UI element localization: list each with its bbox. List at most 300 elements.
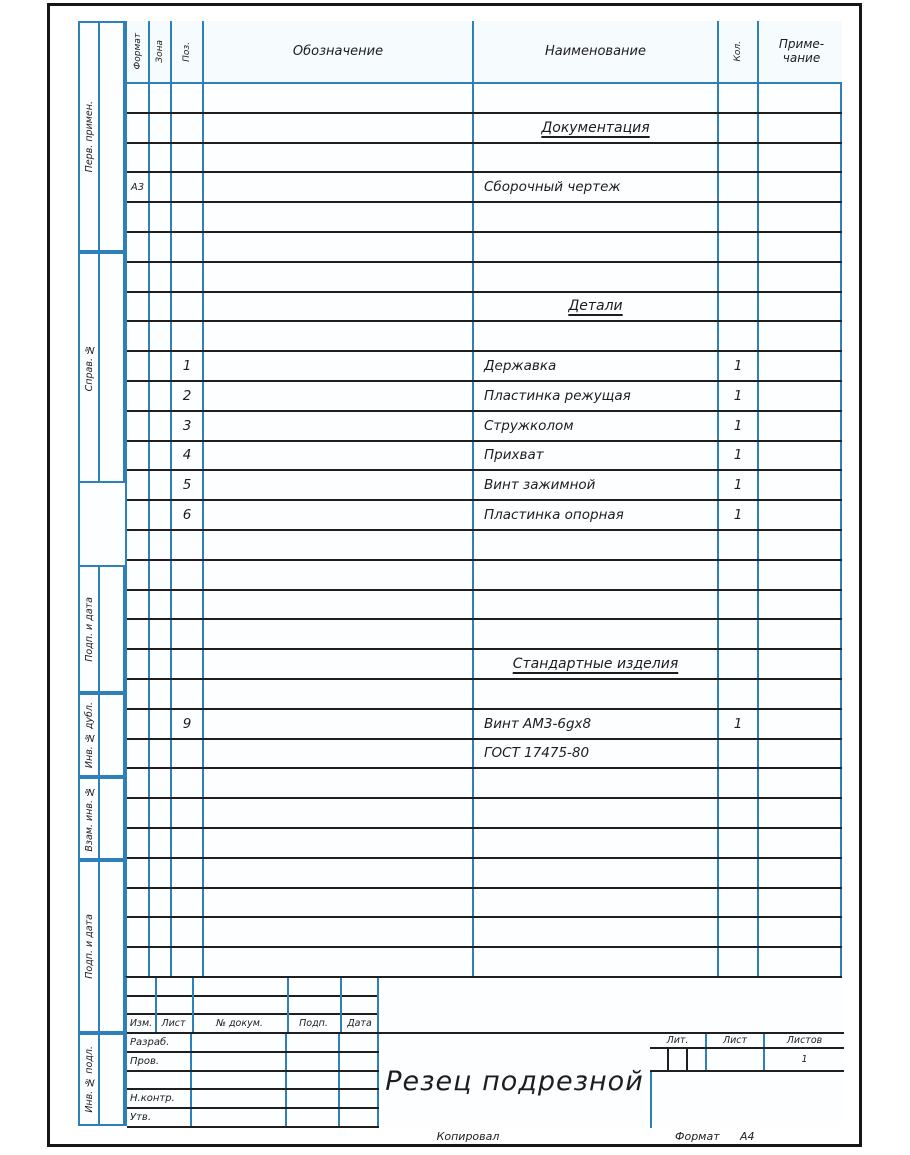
cell-zone [150, 531, 172, 559]
sidebar-label-cell [80, 695, 100, 775]
cell-name [474, 859, 719, 887]
sidebar-label: Инв. № подл. [83, 1046, 95, 1113]
sidebar-box-vzam-inv [78, 777, 125, 860]
lit-cell-1 [650, 1049, 669, 1070]
spec-row [127, 889, 842, 919]
cell-format [127, 322, 150, 350]
cell-designation [204, 889, 474, 917]
cell-name [474, 948, 719, 976]
cell-pos [172, 859, 204, 887]
cell-pos [172, 114, 204, 142]
cell-note [759, 531, 844, 559]
cell-designation [204, 918, 474, 946]
spec-row [127, 918, 842, 948]
cell-pos [172, 918, 204, 946]
cell-zone [150, 948, 172, 976]
cell-designation [204, 203, 474, 231]
spec-table-rows [125, 84, 842, 976]
cell-zone [150, 650, 172, 678]
change-col-izm: Изм. [129, 1018, 153, 1029]
cell-name [474, 293, 719, 321]
cell-pos [172, 293, 204, 321]
section-title: Детали [568, 298, 623, 315]
cell-name [474, 740, 719, 768]
spec-row [127, 203, 842, 233]
cell-format [127, 889, 150, 917]
cell-name [474, 442, 719, 470]
spec-row [127, 442, 842, 472]
cell-pos [172, 948, 204, 976]
cell-name [474, 620, 719, 648]
section-title: Стандартные изделия [512, 656, 679, 673]
cell-zone [150, 233, 172, 261]
cell-pos [172, 799, 204, 827]
cell-zone [150, 769, 172, 797]
spec-row [127, 591, 842, 621]
cell-qty [719, 203, 759, 231]
cell-zone [150, 203, 172, 231]
cell-qty: 1 [719, 442, 759, 470]
item-name: Пластинка режущая [484, 387, 631, 404]
cell-qty [719, 173, 759, 201]
change-col-data: Дата [347, 1018, 372, 1029]
cell-note [759, 948, 844, 976]
cell-note [759, 859, 844, 887]
cell-qty [719, 293, 759, 321]
cell-note [759, 442, 844, 470]
cell-note [759, 233, 844, 261]
cell-format [127, 412, 150, 440]
cell-note [759, 263, 844, 291]
cell-format [127, 203, 150, 231]
sidebar-label-cell [80, 254, 100, 481]
role-sign [287, 1072, 340, 1089]
cell-pos [172, 233, 204, 261]
cell-zone [150, 799, 172, 827]
spec-row [127, 829, 842, 859]
role-docnum [192, 1090, 287, 1107]
cell-designation [204, 710, 474, 738]
cell-format [127, 710, 150, 738]
cell-note [759, 352, 844, 380]
spec-row [127, 263, 842, 293]
cell-format [127, 740, 150, 768]
cell-designation [204, 263, 474, 291]
cell-zone [150, 173, 172, 201]
cell-zone [150, 561, 172, 589]
cell-designation [204, 412, 474, 440]
cell-qty: 1 [719, 412, 759, 440]
cell-pos [172, 561, 204, 589]
sidebar-label: Справ. № [83, 343, 95, 392]
cell-note [759, 829, 844, 857]
cell-qty: 1 [719, 471, 759, 499]
header-note-line2: чание [782, 50, 821, 65]
cell-name [474, 382, 719, 410]
cell-name [474, 322, 719, 350]
cell-zone [150, 740, 172, 768]
cell-name [474, 233, 719, 261]
cell-qty [719, 591, 759, 619]
cell-qty [719, 650, 759, 678]
spec-row [127, 144, 842, 174]
cell-note [759, 561, 844, 589]
cell-pos [172, 173, 204, 201]
spec-row [127, 114, 842, 144]
header-note-label [779, 38, 824, 66]
spec-table-header [125, 21, 842, 84]
cell-zone [150, 293, 172, 321]
role-label: Утв. [127, 1109, 192, 1126]
cell-designation [204, 84, 474, 112]
cell-format [127, 620, 150, 648]
sheets-label: Листов [786, 1035, 823, 1046]
title-block [125, 976, 842, 1126]
cell-format [127, 144, 150, 172]
cell-format [127, 471, 150, 499]
cell-zone [150, 352, 172, 380]
header-designation-label: Обозначение [292, 44, 384, 59]
cell-pos: 3 [172, 412, 204, 440]
cell-format [127, 293, 150, 321]
cell-qty [719, 144, 759, 172]
cell-note [759, 84, 844, 112]
item-name: Пластинка опорная [484, 507, 624, 524]
cell-format [127, 948, 150, 976]
designation-cell [379, 978, 844, 1034]
role-label [127, 1072, 192, 1089]
cell-qty [719, 740, 759, 768]
cell-name [474, 710, 719, 738]
cell-name [474, 531, 719, 559]
item-name: Винт АМ3-6gх8 [484, 715, 592, 732]
role-label: Н.контр. [127, 1090, 192, 1107]
cell-pos [172, 531, 204, 559]
spec-row [127, 501, 842, 531]
cell-format [127, 799, 150, 827]
cell-zone [150, 322, 172, 350]
cell-zone [150, 442, 172, 470]
lit-cell-2 [669, 1049, 688, 1070]
cell-qty: 1 [719, 710, 759, 738]
cell-note [759, 710, 844, 738]
cell-format [127, 561, 150, 589]
cell-designation [204, 680, 474, 708]
cell-designation [204, 501, 474, 529]
lit-cell-3 [688, 1049, 707, 1070]
cell-name [474, 471, 719, 499]
spec-row [127, 650, 842, 680]
role-sign [287, 1109, 340, 1126]
cell-name [474, 918, 719, 946]
spec-row [127, 620, 842, 650]
sheet-label: Лист [707, 1034, 765, 1047]
spec-row [127, 531, 842, 561]
cell-note [759, 740, 844, 768]
document-title: Резец подрезной [385, 1065, 644, 1097]
cell-name [474, 412, 719, 440]
cell-designation [204, 591, 474, 619]
header-zone-label: Зона [155, 40, 165, 63]
cell-zone [150, 829, 172, 857]
sidebar-box-inv-podl [78, 1033, 125, 1126]
cell-zone [150, 680, 172, 708]
cell-note [759, 322, 844, 350]
item-name: Стружколом [484, 417, 574, 434]
cell-zone [150, 144, 172, 172]
cell-format [127, 829, 150, 857]
spec-row [127, 471, 842, 501]
header-format [127, 21, 150, 82]
cell-note [759, 382, 844, 410]
cell-format [127, 352, 150, 380]
cell-designation [204, 769, 474, 797]
role-rows [127, 1034, 379, 1128]
sidebar-label: Подп. и дата [83, 914, 95, 979]
role-docnum [192, 1034, 287, 1051]
spec-row [127, 322, 842, 352]
spec-row [127, 948, 842, 976]
item-name: Державка [484, 358, 557, 375]
cell-note [759, 501, 844, 529]
cell-qty [719, 680, 759, 708]
cell-note [759, 471, 844, 499]
header-note [759, 21, 844, 82]
cell-zone [150, 918, 172, 946]
sidebar-label: Взам. инв. № [83, 785, 95, 852]
cell-format [127, 591, 150, 619]
role-row [127, 1072, 379, 1091]
cell-designation [204, 144, 474, 172]
header-pos-label: Поз. [182, 41, 192, 62]
cell-designation [204, 114, 474, 142]
role-date [340, 1090, 379, 1107]
cell-qty [719, 829, 759, 857]
cell-zone [150, 889, 172, 917]
cell-designation [204, 442, 474, 470]
item-name: ГОСТ 17475-80 [484, 745, 590, 762]
role-date [340, 1053, 379, 1070]
cell-note [759, 918, 844, 946]
cell-pos: 9 [172, 710, 204, 738]
document-title-cell [379, 1034, 650, 1128]
cell-pos: 5 [172, 471, 204, 499]
sidebar-box-sprav-no [78, 252, 125, 483]
cell-format [127, 650, 150, 678]
cell-note [759, 591, 844, 619]
cell-note [759, 293, 844, 321]
cell-pos [172, 650, 204, 678]
cell-qty [719, 561, 759, 589]
sidebar-box-podp-data-1 [78, 565, 125, 693]
cell-name [474, 263, 719, 291]
sheets-value: 1 [801, 1054, 808, 1065]
header-zone [150, 21, 172, 82]
cell-qty [719, 918, 759, 946]
role-label: Пров. [127, 1053, 192, 1070]
sidebar-label-cell [80, 1035, 100, 1124]
format-label: Формат [675, 1130, 720, 1143]
role-docnum [192, 1109, 287, 1126]
cell-note [759, 620, 844, 648]
sidebar-label-cell [80, 567, 100, 691]
cell-qty [719, 531, 759, 559]
cell-format [127, 263, 150, 291]
cell-name [474, 114, 719, 142]
spec-row [127, 710, 842, 740]
role-docnum [192, 1072, 287, 1089]
spec-row [127, 84, 842, 114]
cell-pos: 4 [172, 442, 204, 470]
format-value: А4 [740, 1130, 755, 1143]
sidebar-label-cell [80, 862, 100, 1031]
cell-note [759, 650, 844, 678]
cell-zone [150, 859, 172, 887]
cell-designation [204, 531, 474, 559]
role-label: Разраб. [127, 1034, 192, 1051]
spec-row [127, 233, 842, 263]
sidebar-box-perv-primen [78, 21, 125, 252]
cell-name [474, 680, 719, 708]
cell-pos [172, 203, 204, 231]
cell-note [759, 799, 844, 827]
cell-format: А3 [127, 173, 150, 201]
cell-pos [172, 829, 204, 857]
cell-designation [204, 561, 474, 589]
cell-format [127, 531, 150, 559]
role-date [340, 1109, 379, 1126]
cell-name [474, 561, 719, 589]
sidebar-label-cell [80, 779, 100, 858]
spec-row [127, 561, 842, 591]
cell-qty: 1 [719, 352, 759, 380]
change-header-row [127, 1015, 379, 1034]
spec-row [127, 740, 842, 770]
cell-name [474, 769, 719, 797]
cell-pos [172, 591, 204, 619]
cell-zone [150, 114, 172, 142]
cell-note [759, 144, 844, 172]
cell-pos [172, 620, 204, 648]
role-sign [287, 1053, 340, 1070]
spec-row [127, 382, 842, 412]
cell-zone [150, 382, 172, 410]
cell-qty [719, 948, 759, 976]
item-name: Сборочный чертеж [484, 179, 621, 196]
cell-designation [204, 233, 474, 261]
role-sign [287, 1034, 340, 1051]
cell-format [127, 918, 150, 946]
section-title: Документация [541, 119, 650, 136]
spec-row [127, 352, 842, 382]
sidebar-label: Перв. примен. [83, 100, 95, 173]
spec-row [127, 412, 842, 442]
cell-zone [150, 501, 172, 529]
cell-name [474, 203, 719, 231]
cell-qty [719, 859, 759, 887]
cell-format [127, 680, 150, 708]
cell-format [127, 233, 150, 261]
cell-note [759, 412, 844, 440]
sidebar-label: Инв. № дубл. [83, 701, 95, 769]
header-qty-label: Кол. [733, 41, 743, 62]
cell-name [474, 144, 719, 172]
role-row [127, 1034, 379, 1053]
cell-pos: 6 [172, 501, 204, 529]
cell-qty [719, 322, 759, 350]
sidebar-label-cell [80, 23, 100, 250]
cell-pos [172, 322, 204, 350]
cell-name [474, 84, 719, 112]
cell-pos [172, 889, 204, 917]
cell-pos [172, 769, 204, 797]
cell-note [759, 203, 844, 231]
cell-pos [172, 84, 204, 112]
cell-pos [172, 740, 204, 768]
cell-note [759, 173, 844, 201]
cell-name [474, 799, 719, 827]
cell-qty [719, 799, 759, 827]
role-row [127, 1109, 379, 1128]
cell-zone [150, 591, 172, 619]
item-name: Винт зажимной [484, 477, 596, 494]
cell-name [474, 501, 719, 529]
cell-pos: 1 [172, 352, 204, 380]
cell-note [759, 680, 844, 708]
cell-qty [719, 769, 759, 797]
spec-row [127, 799, 842, 829]
header-format-label: Формат [132, 33, 143, 70]
organization-cell [650, 1072, 844, 1128]
header-pos [172, 21, 204, 82]
role-row [127, 1090, 379, 1109]
cell-designation [204, 650, 474, 678]
cell-qty [719, 620, 759, 648]
spec-row [127, 293, 842, 323]
cell-format [127, 501, 150, 529]
sheet-value [707, 1049, 765, 1070]
cell-designation [204, 859, 474, 887]
copied-label: Копировал [436, 1130, 500, 1143]
cell-format [127, 769, 150, 797]
cell-name [474, 829, 719, 857]
cell-designation [204, 382, 474, 410]
cell-zone [150, 620, 172, 648]
cell-format [127, 114, 150, 142]
change-col-dokum: № докум. [216, 1018, 263, 1029]
cell-designation [204, 293, 474, 321]
cell-pos [172, 263, 204, 291]
cell-zone [150, 710, 172, 738]
lit-label: Лит. [650, 1034, 707, 1047]
cell-pos: 2 [172, 382, 204, 410]
cell-designation [204, 620, 474, 648]
cell-name [474, 352, 719, 380]
cell-qty: 1 [719, 501, 759, 529]
cell-zone [150, 412, 172, 440]
cell-qty [719, 263, 759, 291]
cell-pos [172, 680, 204, 708]
cell-qty: 1 [719, 382, 759, 410]
cell-zone [150, 263, 172, 291]
role-date [340, 1072, 379, 1089]
cell-format [127, 442, 150, 470]
spec-row [127, 173, 842, 203]
cell-name [474, 173, 719, 201]
lit-header-row [650, 1034, 844, 1049]
cell-format [127, 859, 150, 887]
cell-pos [172, 144, 204, 172]
